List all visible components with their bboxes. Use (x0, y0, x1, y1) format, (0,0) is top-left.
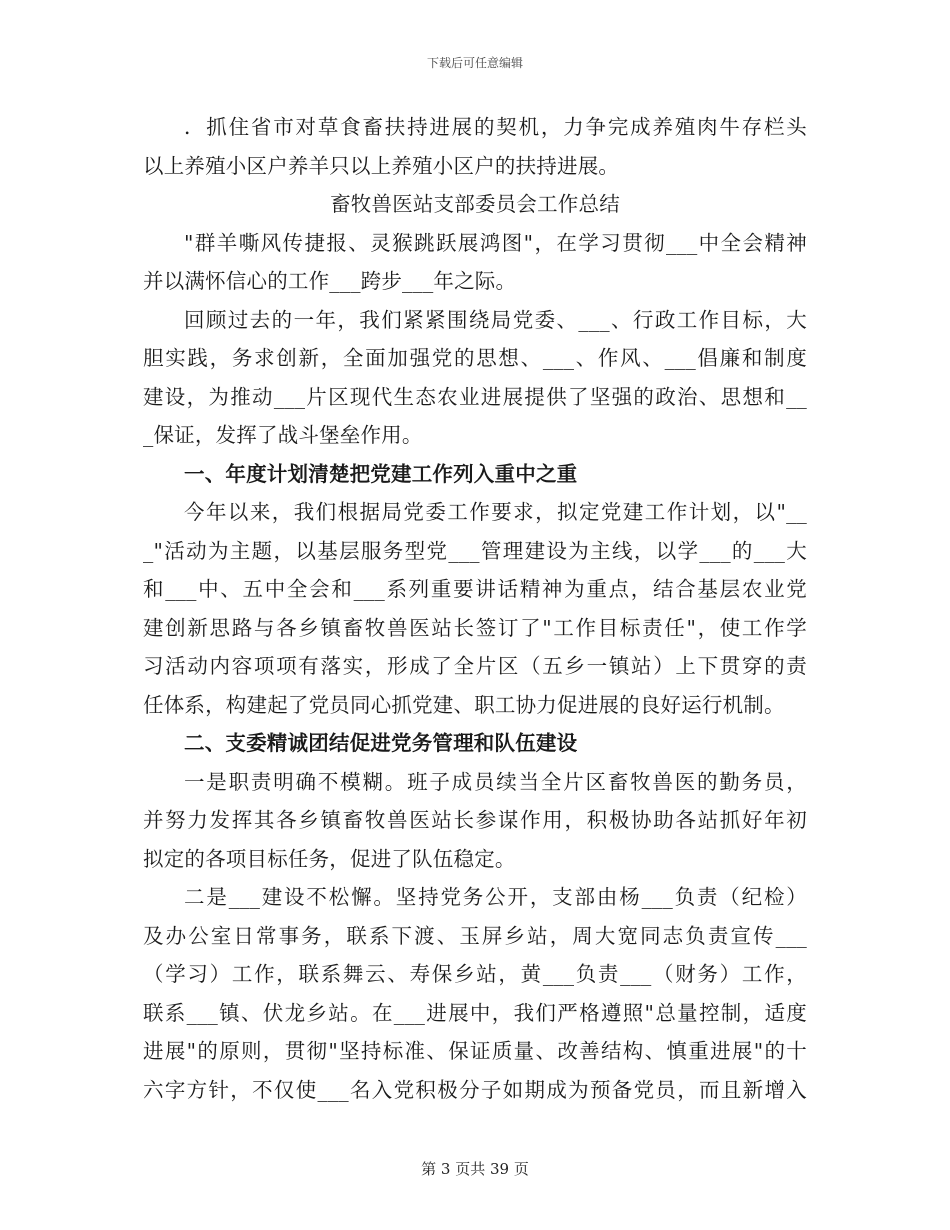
paragraph-line: 一是职责明确不模糊。班子成员续当全片区畜牧兽医的勤务员， (184, 769, 807, 794)
paragraph-line: 胆实践，务求创新，全面加强党的思想、___、作风、___倡廉和制度 (143, 346, 807, 370)
paragraph-line: 任体系，构建起了党员同心抓党建、职工协力促进展的良好运行机制。 (143, 692, 785, 717)
paragraph-line: _保证，发挥了战斗堡垒作用。 (143, 423, 423, 447)
paragraph-line: 联系___镇、伏龙乡站。在___进展中，我们严格遵照"总量控制，适度 (143, 1000, 807, 1025)
paragraph-line: 进展"的原则，贯彻"坚持标准、保证质量、改善结构、慎重进展"的十 (143, 1039, 807, 1063)
paragraph-line: 并努力发挥其各乡镇畜牧兽医站长参谋作用，积极协助各站抓好年初 (143, 808, 807, 832)
paragraph-line: 以上养殖小区户养羊只以上养殖小区户的扶持进展。 (143, 153, 620, 178)
paragraph-line: "群羊嘶风传捷报、灵猴跳跃展鸿图"，在学习贯彻___中全会精神 (184, 230, 807, 255)
paragraph-line: 拟定的各项目标任务，促进了队伍稳定。 (143, 846, 516, 871)
paragraph-line: 二是___建设不松懈。坚持党务公开，支部由杨___负责（纪检） (184, 885, 807, 909)
paragraph-line: 和___中、五中全会和___系列重要讲话精神为重点，结合基层农业党 (143, 577, 807, 601)
document-body (143, 108, 807, 1109)
paragraph-line: 及办公室日常事务，联系下渡、玉屏乡站，周大宽同志负责宣传___ (143, 923, 807, 948)
paragraph-line: 建设，为推动___片区现代生态农业进展提供了坚强的政治、思想和__ (143, 384, 807, 409)
document-title: 畜牧兽医站支部委员会工作总结 (330, 192, 620, 216)
page-header-note: 下载后可任意编辑 (426, 56, 523, 70)
page-number-footer: 第 3 页共 39 页 (421, 1160, 529, 1178)
paragraph-line: ．抓住省市对草食畜扶持进展的契机，力争完成养殖肉牛存栏头 (184, 115, 807, 139)
paragraph-line: 今年以来，我们根据局党委工作要求，拟定党建工作计划，以"__ (184, 500, 807, 524)
paragraph-line: 回顾过去的一年，我们紧紧围绕局党委、___、行政工作目标，大 (184, 307, 807, 332)
paragraph-line: 并以满怀信心的工作___跨步___年之际。 (143, 269, 517, 293)
paragraph-line: 习活动内容项项有落实，形成了全片区（五乡一镇站）上下贯穿的责 (143, 654, 807, 678)
section-heading: 二、支委精诚团结促进党务管理和队伍建设 (184, 731, 578, 755)
paragraph-line: （学习）工作，联系舞云、寿保乡站，黄___负责___（财务）工作， (143, 962, 807, 986)
paragraph-line: 六字方针，不仅使___名入党积极分子如期成为预备党员，而且新增入 (143, 1077, 807, 1102)
paragraph-line: _"活动为主题，以基层服务型党___管理建设为主线，以学___的___大 (143, 538, 807, 563)
section-heading: 一、年度计划清楚把党建工作列入重中之重 (184, 461, 578, 486)
paragraph-line: 建创新思路与各乡镇畜牧兽医站长签订了"工作目标责任"，使工作学 (143, 615, 807, 640)
